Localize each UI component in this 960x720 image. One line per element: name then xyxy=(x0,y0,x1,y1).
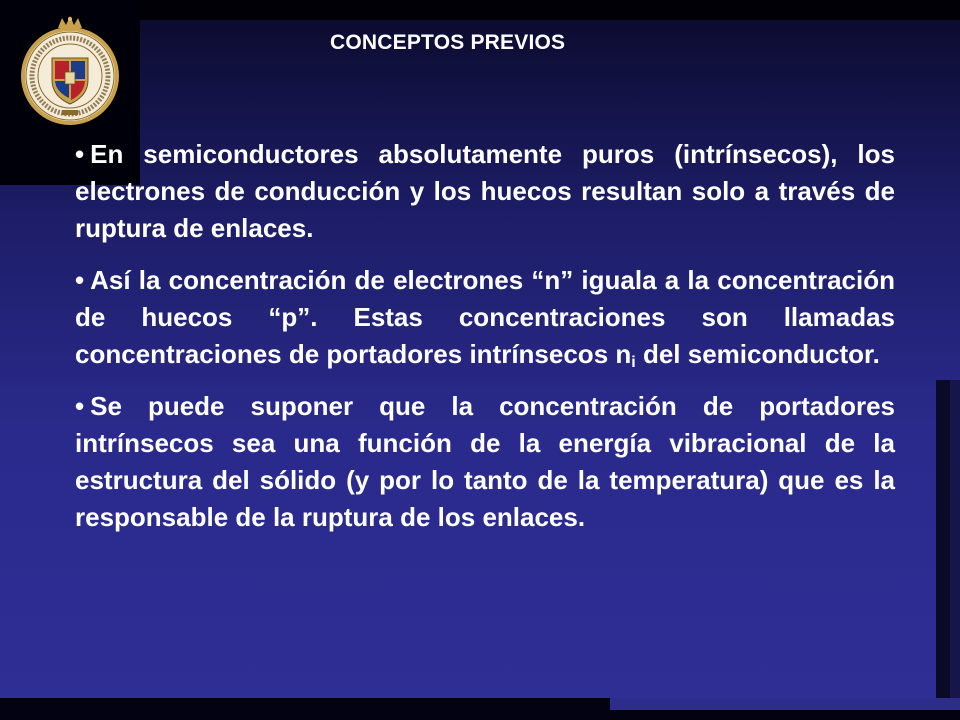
slide-title: CONCEPTOS PREVIOS xyxy=(330,31,566,54)
top-dark-band xyxy=(0,0,960,20)
bottom-accent-band xyxy=(610,698,960,710)
right-decorative-strip xyxy=(936,380,950,700)
bullet-item xyxy=(75,262,895,373)
bullet-text-tail: del semiconductor. xyxy=(635,339,880,369)
bullet-dot: • xyxy=(75,265,85,295)
bullet-text: Se puede suponer que la concentración de portadores intrínsecos sea una función de la energía vibracional de la estructura del sólido (y por lo tanto de la temperatura) que es la responsable de la ruptura de los enlaces. xyxy=(75,391,895,532)
subscript-i: i xyxy=(631,354,636,371)
bullet-item xyxy=(75,136,895,247)
bullet-list xyxy=(75,136,895,551)
bullet-item xyxy=(75,388,895,536)
bullet-text: En semiconductores absolutamente puros (intrínsecos), los electrones de conducción y los huecos resultan solo a través de ruptura de enlaces. xyxy=(75,139,895,243)
bullet-dot: • xyxy=(75,391,85,421)
bullet-dot: • xyxy=(75,139,85,169)
university-seal-icon xyxy=(18,14,122,128)
bullet-text: Así la concentración de electrones “n” iguala a la concentración de huecos “p”. Estas concentraciones son llamadas concentraciones de portadores intrínsecos n xyxy=(75,265,895,369)
right-decorative-strip-outer xyxy=(950,380,960,720)
